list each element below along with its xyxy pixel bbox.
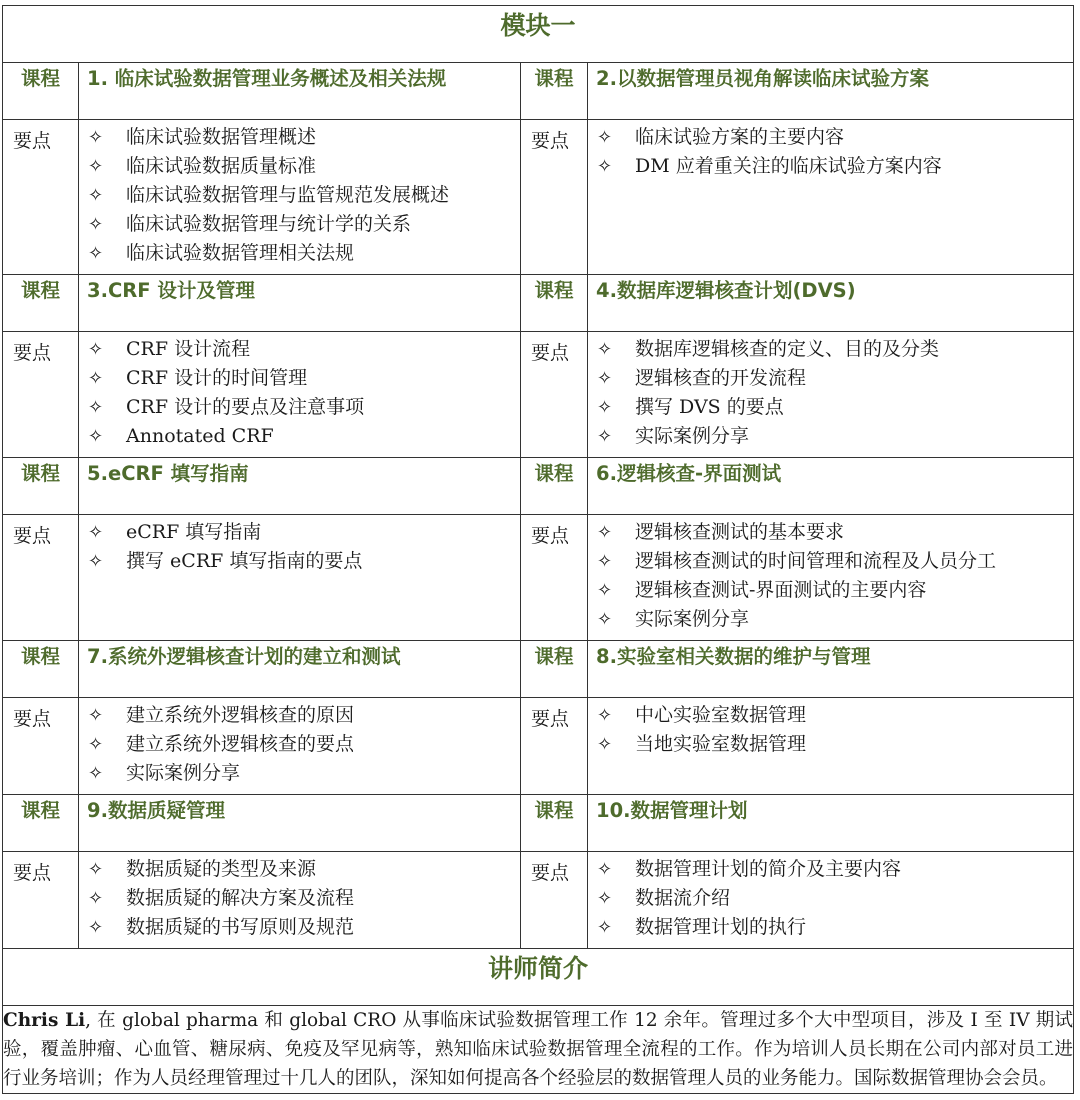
course-title: 8.实验室相关数据的维护与管理 — [588, 641, 1074, 698]
course-label: 课程 — [3, 63, 79, 120]
diamond-bullet-icon: ✧ — [597, 522, 613, 543]
list-item — [88, 364, 520, 393]
list-item — [88, 393, 520, 422]
course-row — [3, 458, 1074, 515]
list-item — [597, 518, 1073, 547]
diamond-bullet-icon: ✧ — [597, 705, 613, 726]
list-item — [88, 701, 520, 730]
diamond-bullet-icon: ✧ — [88, 368, 104, 389]
points-label: 要点 — [521, 698, 588, 795]
points-cell — [588, 852, 1074, 949]
list-item — [88, 884, 520, 913]
list-item — [597, 335, 1073, 364]
course-label: 课程 — [3, 275, 79, 332]
diamond-bullet-icon: ✧ — [597, 917, 613, 938]
points-label: 要点 — [521, 332, 588, 458]
course-label: 课程 — [521, 63, 588, 120]
point-text: 临床试验数据质量标准 — [126, 155, 317, 177]
module-header-row — [3, 6, 1074, 63]
diamond-bullet-icon: ✧ — [597, 156, 613, 177]
list-item — [88, 730, 520, 759]
points-cell — [79, 698, 521, 795]
points-label: 要点 — [3, 698, 79, 795]
diamond-bullet-icon: ✧ — [88, 888, 104, 909]
diamond-bullet-icon: ✧ — [597, 609, 613, 630]
list-item — [88, 547, 520, 576]
point-text: eCRF 填写指南 — [126, 521, 262, 543]
points-list — [588, 332, 1073, 457]
point-text: DM 应着重关注的临床试验方案内容 — [635, 155, 942, 177]
point-text: 逻辑核查的开发流程 — [635, 367, 807, 389]
point-text: 撰写 DVS 的要点 — [635, 396, 784, 418]
course-row — [3, 275, 1074, 332]
points-list — [588, 120, 1073, 187]
diamond-bullet-icon: ✧ — [597, 551, 613, 572]
point-text: 实际案例分享 — [635, 425, 750, 447]
point-text: Annotated CRF — [126, 425, 274, 447]
points-cell — [79, 332, 521, 458]
course-label: 课程 — [3, 795, 79, 852]
points-label: 要点 — [521, 515, 588, 641]
points-label: 要点 — [521, 120, 588, 275]
point-text: 数据管理计划的执行 — [635, 916, 807, 938]
point-text: 中心实验室数据管理 — [635, 704, 807, 726]
point-text: CRF 设计的时间管理 — [126, 367, 308, 389]
list-item — [88, 913, 520, 942]
instructor-bio-row — [3, 1006, 1074, 1094]
points-list — [588, 852, 1073, 948]
points-label: 要点 — [3, 515, 79, 641]
point-text: 数据流介绍 — [635, 887, 731, 909]
points-cell — [588, 332, 1074, 458]
course-title: 4.数据库逻辑核查计划(DVS) — [588, 275, 1074, 332]
point-text: 临床试验数据管理与监管规范发展概述 — [126, 184, 450, 206]
points-cell — [79, 852, 521, 949]
module-title: 模块一 — [3, 6, 1074, 63]
list-item — [597, 393, 1073, 422]
point-text: 建立系统外逻辑核查的原因 — [126, 704, 355, 726]
list-item — [597, 152, 1073, 181]
list-item — [597, 701, 1073, 730]
diamond-bullet-icon: ✧ — [88, 397, 104, 418]
diamond-bullet-icon: ✧ — [88, 185, 104, 206]
diamond-bullet-icon: ✧ — [597, 859, 613, 880]
diamond-bullet-icon: ✧ — [88, 917, 104, 938]
list-item — [88, 518, 520, 547]
point-text: 临床试验数据管理与统计学的关系 — [126, 213, 412, 235]
course-outline-table — [2, 5, 1074, 1094]
point-text: 数据质疑的解决方案及流程 — [126, 887, 355, 909]
list-item — [597, 576, 1073, 605]
points-row — [3, 698, 1074, 795]
list-item — [597, 422, 1073, 451]
points-row — [3, 515, 1074, 641]
points-cell — [79, 120, 521, 275]
list-item — [88, 210, 520, 239]
diamond-bullet-icon: ✧ — [88, 127, 104, 148]
points-list — [79, 120, 520, 274]
diamond-bullet-icon: ✧ — [88, 763, 104, 784]
points-list — [79, 332, 520, 457]
list-item — [88, 422, 520, 451]
diamond-bullet-icon: ✧ — [88, 426, 104, 447]
course-title: 3.CRF 设计及管理 — [79, 275, 521, 332]
points-cell — [79, 515, 521, 641]
points-cell — [588, 515, 1074, 641]
points-row — [3, 332, 1074, 458]
point-text: 逻辑核查测试-界面测试的主要内容 — [635, 579, 927, 601]
points-label: 要点 — [3, 120, 79, 275]
points-cell — [588, 120, 1074, 275]
diamond-bullet-icon: ✧ — [597, 127, 613, 148]
point-text: CRF 设计的要点及注意事项 — [126, 396, 365, 418]
list-item — [597, 605, 1073, 634]
diamond-bullet-icon: ✧ — [597, 888, 613, 909]
list-item — [88, 181, 520, 210]
list-item — [88, 855, 520, 884]
list-item — [88, 335, 520, 364]
diamond-bullet-icon: ✧ — [88, 734, 104, 755]
point-text: CRF 设计流程 — [126, 338, 251, 360]
instructor-header-row — [3, 949, 1074, 1006]
point-text: 临床试验数据管理概述 — [126, 126, 317, 148]
diamond-bullet-icon: ✧ — [597, 426, 613, 447]
diamond-bullet-icon: ✧ — [88, 551, 104, 572]
diamond-bullet-icon: ✧ — [88, 214, 104, 235]
point-text: 当地实验室数据管理 — [635, 733, 807, 755]
points-cell — [588, 698, 1074, 795]
instructor-bio-text: , 在 global pharma 和 global CRO 从事临床试验数据管理工作 12 余年。管理过多个大中型项目，涉及 I 至 IV 期试验，覆盖肿瘤、心血管、糖尿病、免疫及罕见病等，熟知临床试验数据管理全流程的工作。作为培训人员长期在公司内部对员工进行业务培训；作为人员经理管理过十几人的团队，深知如何提高各个经验层的数据管理人员的业务能力。国际数据管理协会会员。 — [3, 1010, 1074, 1089]
point-text: 实际案例分享 — [635, 608, 750, 630]
list-item — [597, 547, 1073, 576]
diamond-bullet-icon: ✧ — [597, 339, 613, 360]
point-text: 逻辑核查测试的时间管理和流程及人员分工 — [635, 550, 997, 572]
points-list — [79, 515, 520, 582]
points-list — [79, 852, 520, 948]
list-item — [597, 884, 1073, 913]
point-text: 建立系统外逻辑核查的要点 — [126, 733, 355, 755]
point-text: 数据库逻辑核查的定义、目的及分类 — [635, 338, 940, 360]
points-list — [588, 515, 1073, 640]
diamond-bullet-icon: ✧ — [597, 734, 613, 755]
points-row — [3, 852, 1074, 949]
list-item — [597, 730, 1073, 759]
point-text: 临床试验数据管理相关法规 — [126, 242, 355, 264]
list-item — [88, 759, 520, 788]
course-title: 9.数据质疑管理 — [79, 795, 521, 852]
course-title: 6.逻辑核查-界面测试 — [588, 458, 1074, 515]
course-label: 课程 — [521, 275, 588, 332]
course-label: 课程 — [3, 641, 79, 698]
diamond-bullet-icon: ✧ — [88, 243, 104, 264]
diamond-bullet-icon: ✧ — [88, 522, 104, 543]
points-list — [588, 698, 1073, 765]
diamond-bullet-icon: ✧ — [597, 397, 613, 418]
list-item — [597, 913, 1073, 942]
course-row — [3, 63, 1074, 120]
list-item — [597, 123, 1073, 152]
diamond-bullet-icon: ✧ — [597, 368, 613, 389]
course-row — [3, 795, 1074, 852]
point-text: 数据管理计划的简介及主要内容 — [635, 858, 902, 880]
course-title: 1. 临床试验数据管理业务概述及相关法规 — [79, 63, 521, 120]
list-item — [597, 855, 1073, 884]
course-label: 课程 — [521, 458, 588, 515]
course-title: 10.数据管理计划 — [588, 795, 1074, 852]
point-text: 撰写 eCRF 填写指南的要点 — [126, 550, 363, 572]
list-item — [88, 152, 520, 181]
point-text: 逻辑核查测试的基本要求 — [635, 521, 845, 543]
diamond-bullet-icon: ✧ — [88, 156, 104, 177]
diamond-bullet-icon: ✧ — [88, 859, 104, 880]
points-label: 要点 — [3, 332, 79, 458]
diamond-bullet-icon: ✧ — [88, 339, 104, 360]
course-row — [3, 641, 1074, 698]
course-title: 2.以数据管理员视角解读临床试验方案 — [588, 63, 1074, 120]
list-item — [88, 123, 520, 152]
point-text: 数据质疑的书写原则及规范 — [126, 916, 355, 938]
course-title: 7.系统外逻辑核查计划的建立和测试 — [79, 641, 521, 698]
diamond-bullet-icon: ✧ — [88, 705, 104, 726]
points-list — [79, 698, 520, 794]
list-item — [597, 364, 1073, 393]
instructor-heading: 讲师简介 — [3, 949, 1074, 1006]
course-title: 5.eCRF 填写指南 — [79, 458, 521, 515]
points-row — [3, 120, 1074, 275]
course-label: 课程 — [3, 458, 79, 515]
course-label: 课程 — [521, 641, 588, 698]
points-label: 要点 — [3, 852, 79, 949]
point-text: 临床试验方案的主要内容 — [635, 126, 845, 148]
diamond-bullet-icon: ✧ — [597, 580, 613, 601]
point-text: 实际案例分享 — [126, 762, 241, 784]
instructor-bio — [3, 1006, 1074, 1094]
points-label: 要点 — [521, 852, 588, 949]
list-item — [88, 239, 520, 268]
course-label: 课程 — [521, 795, 588, 852]
instructor-name: Chris Li — [3, 1010, 86, 1031]
point-text: 数据质疑的类型及来源 — [126, 858, 317, 880]
